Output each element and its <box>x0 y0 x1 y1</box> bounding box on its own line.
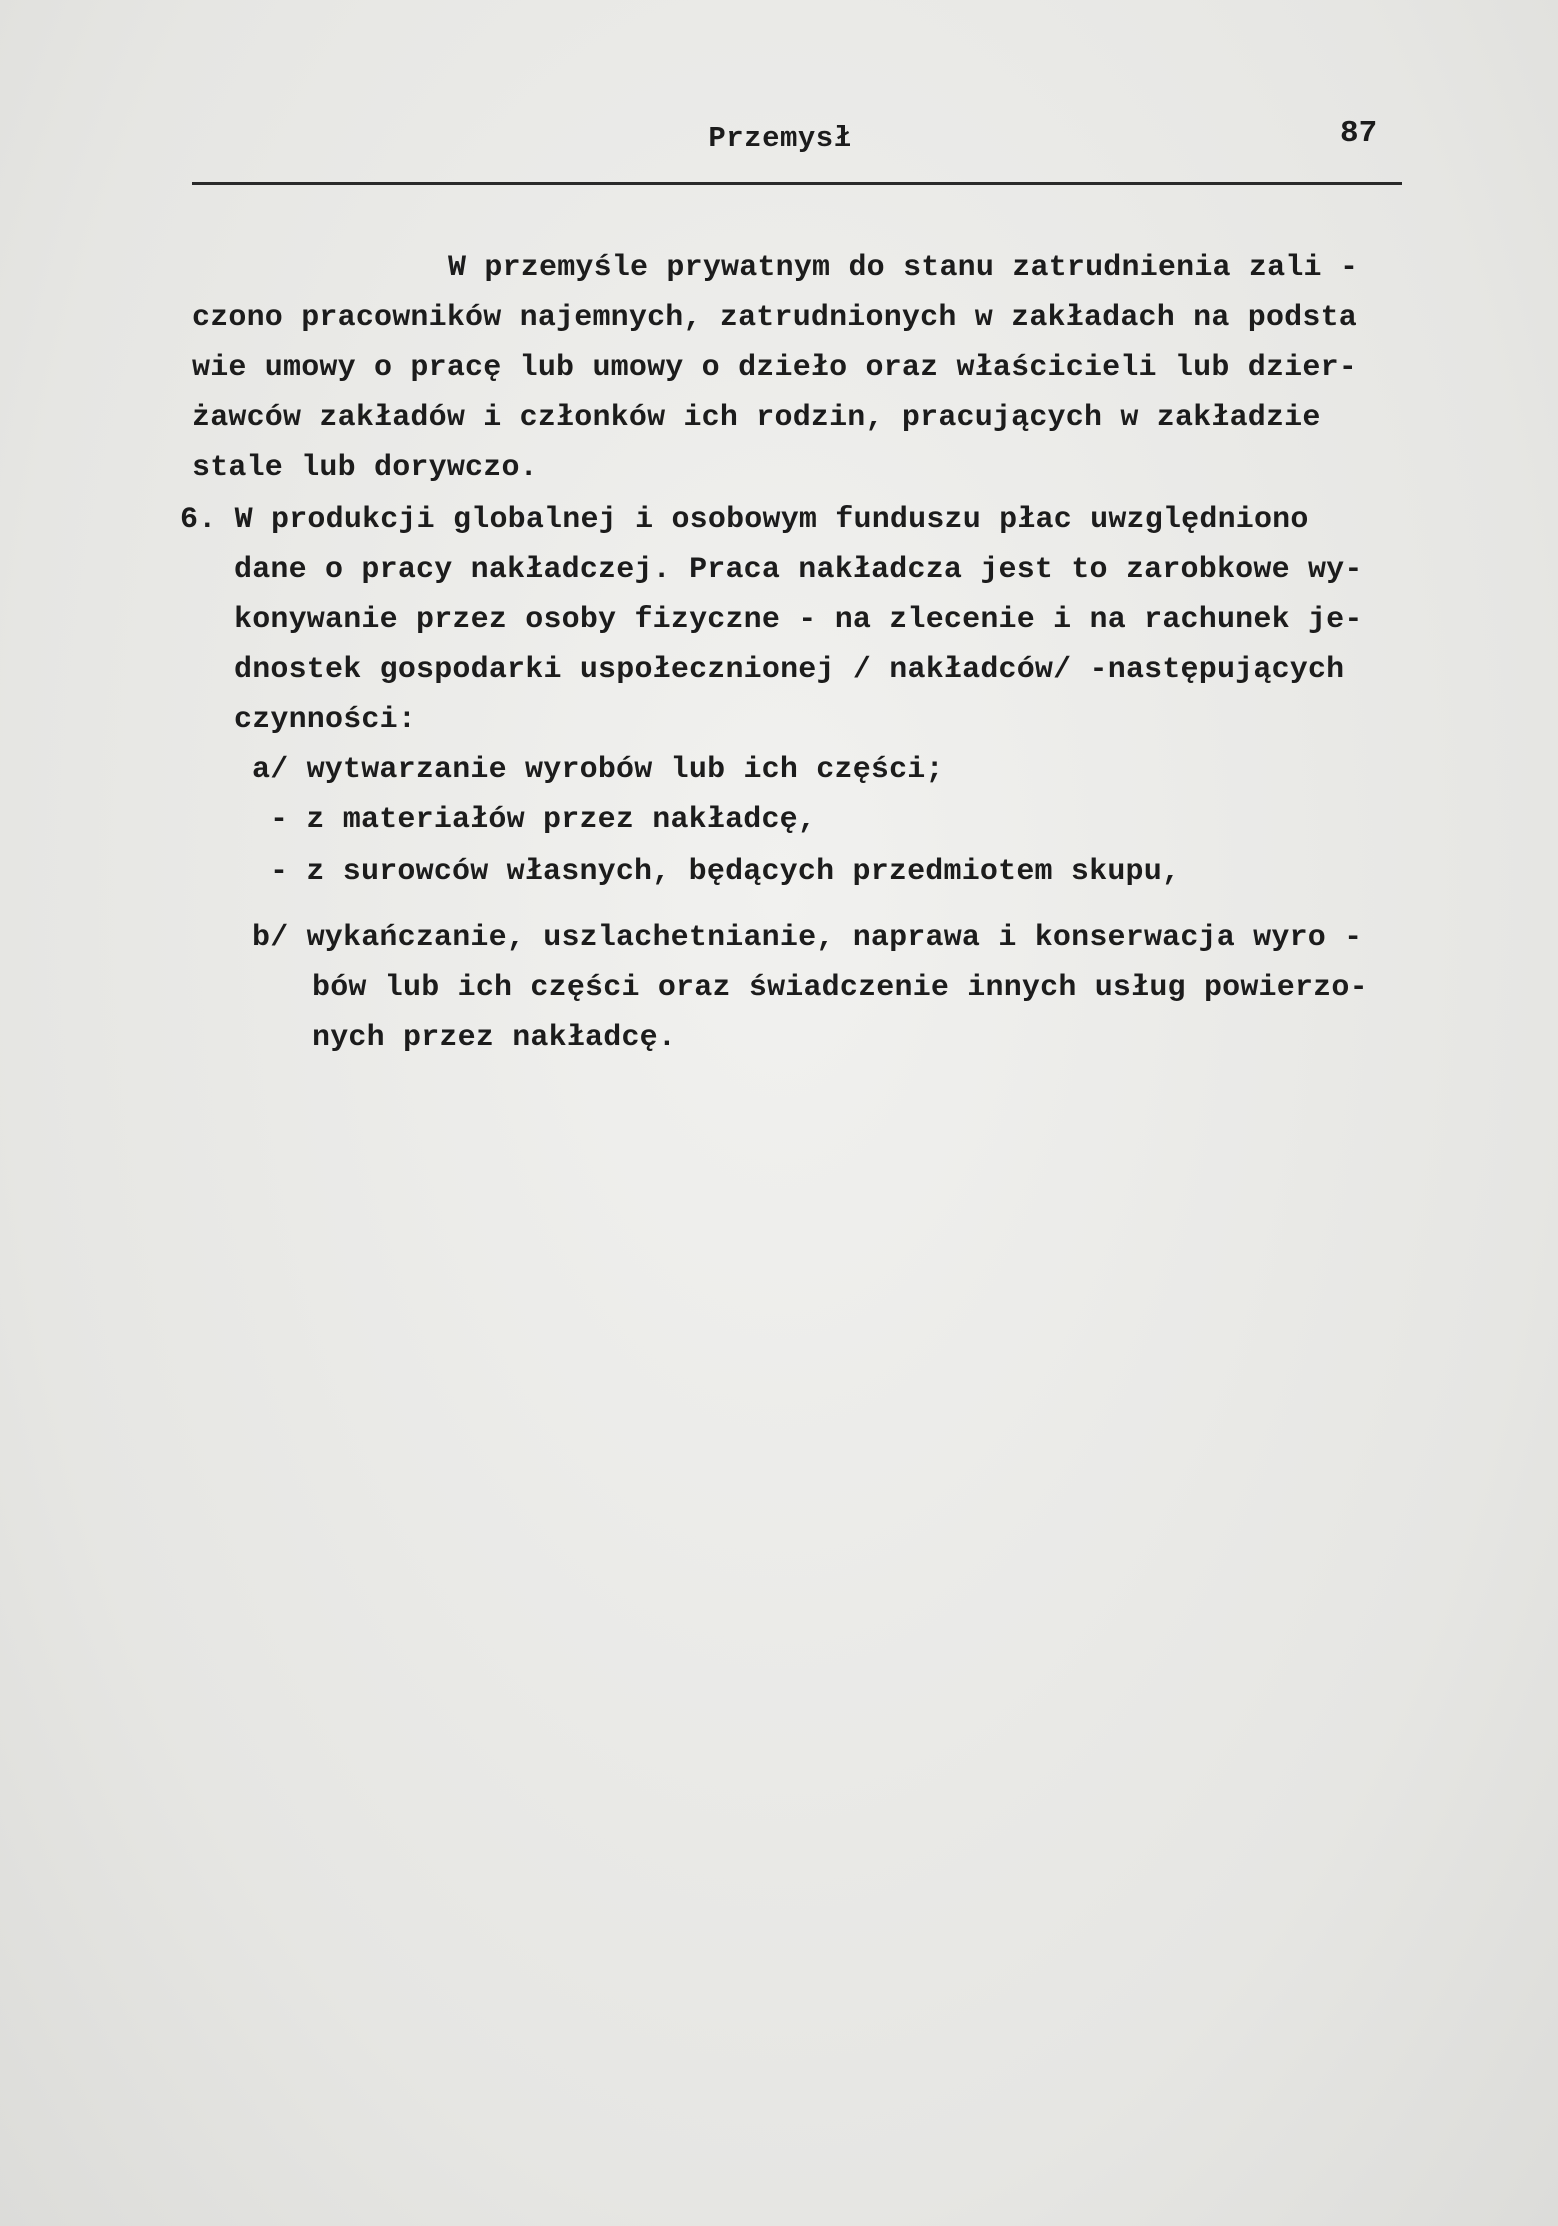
text-line: dnostek gospodarki uspołecznionej / nakładców/ -następujących <box>234 653 1345 687</box>
text-line: żawców zakładów i członków ich rodzin, pracujących w zakładzie <box>192 401 1321 435</box>
text-line: konywanie przez osoby fizyczne - na zlecenie i na rachunek je- <box>234 603 1363 637</box>
text-line: b/ wykańczanie, uszlachetnianie, naprawa i konserwacja wyro - <box>252 921 1363 955</box>
header-rule <box>192 182 1402 185</box>
text-line: dane o pracy nakładczej. Praca nakładcza jest to zarobkowe wy- <box>234 553 1363 587</box>
text-line: - z materiałów przez nakładcę, <box>270 803 817 837</box>
page-number: 87 <box>1340 116 1378 151</box>
text-line: - z surowców własnych, będących przedmiotem skupu, <box>270 855 1181 889</box>
running-header-title: Przemysł <box>708 122 852 155</box>
text-line: W przemyśle prywatnym do stanu zatrudnienia zali - <box>448 251 1359 285</box>
text-line: a/ wytwarzanie wyrobów lub ich części; <box>252 753 944 787</box>
text-line: wie umowy o pracę lub umowy o dzieło oraz właścicieli lub dzier- <box>192 351 1357 385</box>
text-line: 6. W produkcji globalnej i osobowym funduszu płac uwzględniono <box>180 503 1309 537</box>
text-line: czono pracowników najemnych, zatrudnionych w zakładach na podsta <box>192 301 1357 335</box>
text-line: bów lub ich części oraz świadczenie innych usług powierzo- <box>312 971 1368 1005</box>
text-line: czynności: <box>234 703 417 737</box>
text-line: stale lub dorywczo. <box>192 451 538 485</box>
text-line: nych przez nakładcę. <box>312 1021 677 1055</box>
